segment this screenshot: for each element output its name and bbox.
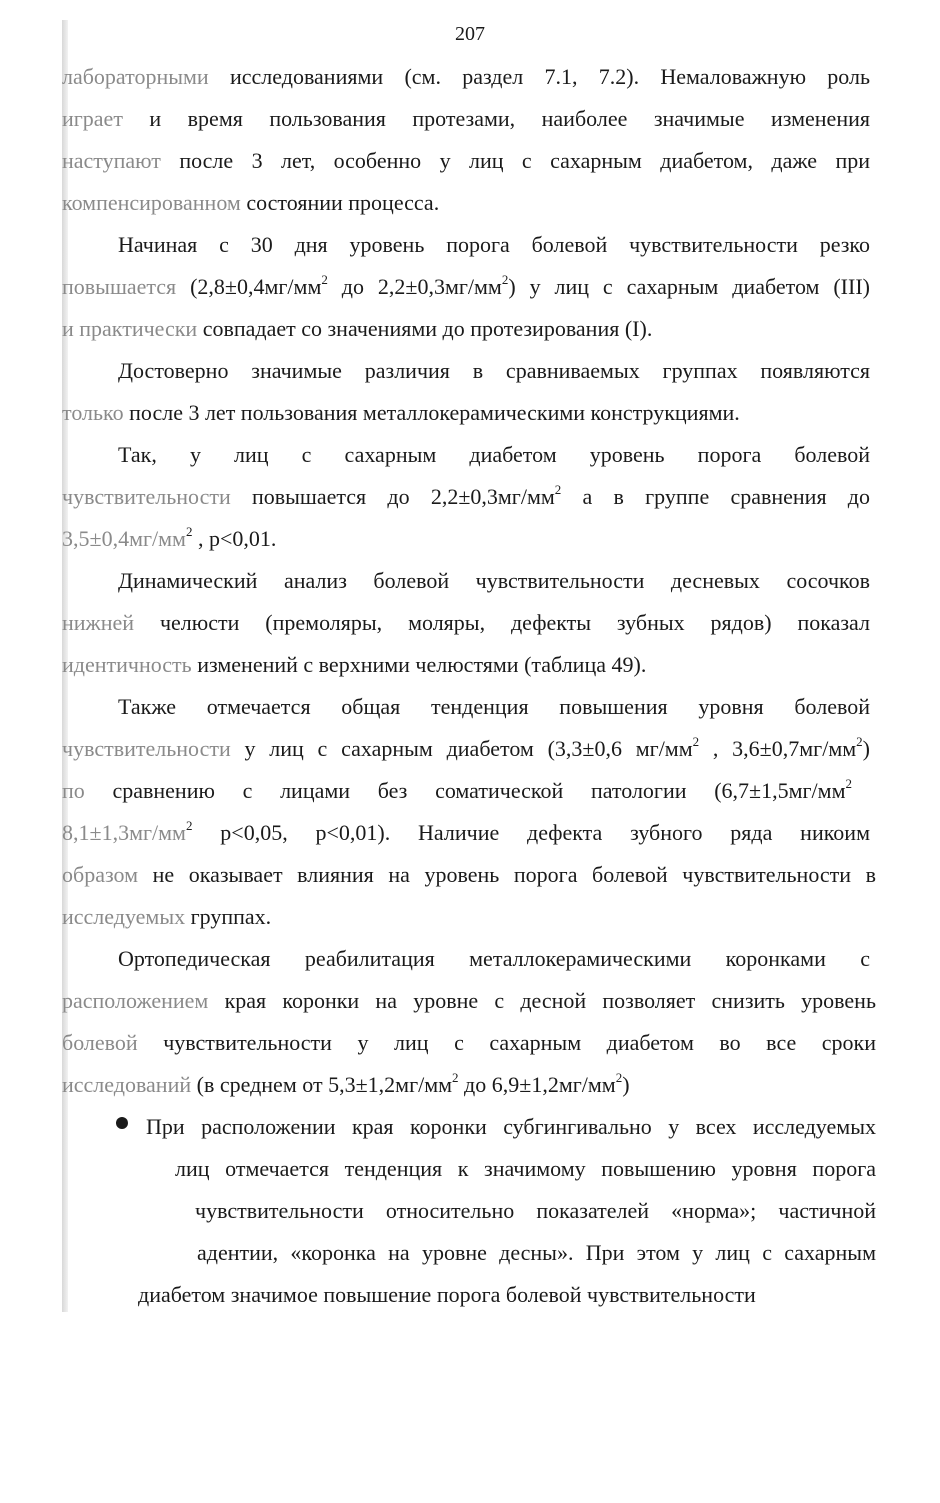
- text-line: [62, 524, 302, 554]
- line-text: повышается до 2,2±0,3мг/мм: [230, 484, 555, 509]
- line-text: челюсти (премоляры, моляры, дефекты зубных рядов) показал: [134, 610, 870, 635]
- text-line: [62, 902, 312, 932]
- line-text: у лиц с сахарным диабетом (3,3±0,6 мг/мм: [230, 736, 693, 761]
- line-margin-text: компенсированном: [62, 190, 241, 215]
- line-margin-text: болевой: [62, 1030, 138, 1055]
- text-line: [118, 692, 870, 722]
- line-margin-text: чувствительности: [62, 484, 231, 509]
- line-text: изменений с верхними челюстями (таблица 49).: [191, 652, 647, 677]
- line-text: состоянии процесса.: [240, 190, 440, 215]
- line-text: ): [622, 1072, 630, 1097]
- text-line: [62, 104, 870, 134]
- line-text: , 3,6±0,7мг/мм: [699, 736, 857, 761]
- text-line: [62, 1028, 876, 1058]
- line-margin-text: нижней: [62, 610, 135, 635]
- superscript: 2: [501, 271, 509, 287]
- line-text: ) у лиц с сахарным диабетом (III): [508, 274, 870, 299]
- text-line: [118, 230, 870, 260]
- text-line: [62, 62, 870, 92]
- line-text: до 2,2±0,3мг/мм: [327, 274, 502, 299]
- line-margin-text: чувствительности: [62, 736, 231, 761]
- line-text: Так, у лиц с сахарным диабетом уровень порога болевой: [118, 442, 870, 467]
- superscript: 2: [615, 1069, 623, 1085]
- superscript: 2: [692, 733, 700, 749]
- text-line: [62, 314, 712, 344]
- line-margin-text: 8,1±1,3мг/мм: [62, 820, 186, 845]
- line-margin-text: играет: [62, 106, 123, 131]
- text-line: [62, 398, 822, 428]
- line-text: Динамический анализ болевой чувствительности десневых сосочков: [118, 568, 870, 593]
- line-margin-text: по: [62, 778, 85, 803]
- line-text: не оказывает влияния на уровень порога болевой чувствительности в: [138, 862, 876, 887]
- line-text: до 6,9±1,2мг/мм: [458, 1072, 616, 1097]
- superscript: 2: [185, 523, 193, 539]
- line-margin-text: образом: [62, 862, 139, 887]
- text-line: [62, 734, 870, 764]
- line-text: сравнению с лицами без соматической патологии (6,7±1,5мг/мм: [84, 778, 846, 803]
- line-text: (2,8±0,4мг/мм: [176, 274, 322, 299]
- line-text: диабетом значимое повышение порога болевой чувствительности: [138, 1282, 756, 1307]
- line-text: адентии, «коронка на уровне десны». При этом у лиц с сахарным: [197, 1240, 876, 1265]
- text-line: [118, 440, 870, 470]
- text-line: [62, 818, 870, 848]
- text-line: [62, 146, 870, 176]
- line-text: лиц отмечается тенденция к значимому повышению уровня порога: [175, 1156, 876, 1181]
- text-line: [118, 356, 870, 386]
- line-text: p<0,05, p<0,01). Наличие дефекта зубного ряда никоим: [192, 820, 870, 845]
- page-number: 207: [455, 23, 485, 45]
- line-margin-text: исследуемых: [62, 904, 186, 929]
- text-line: [62, 1070, 702, 1100]
- superscript: 2: [856, 733, 863, 749]
- superscript: 2: [185, 817, 193, 833]
- line-text: Также отмечается общая тенденция повышения уровня болевой: [118, 694, 870, 719]
- text-line: [62, 650, 712, 680]
- line-text: При расположении края коронки субгингивально у всех исследуемых: [146, 1114, 876, 1139]
- line-text: чувствительности относительно показателей «норма»; частичной: [195, 1198, 876, 1223]
- text-line: [197, 1238, 876, 1268]
- line-text: совпадает со значениями до протезирования (I).: [197, 316, 653, 341]
- line-text: чувствительности у лиц с сахарным диабетом во все сроки: [137, 1030, 876, 1055]
- line-margin-text: лабораторными: [62, 64, 209, 89]
- line-text: ): [862, 736, 870, 761]
- bullet-icon: [116, 1117, 128, 1129]
- line-margin-text: расположением: [62, 988, 209, 1013]
- line-text: (в среднем от 5,3±1,2мг/мм: [191, 1072, 453, 1097]
- line-text: края коронки на уровне с десной позволяет снизить уровень: [208, 988, 876, 1013]
- text-line: [62, 608, 870, 638]
- text-line: [62, 986, 876, 1016]
- line-text: Начиная с 30 дня уровень порога болевой чувствительности резко: [118, 232, 870, 257]
- line-text: а в группе сравнения до: [561, 484, 870, 509]
- superscript: 2: [845, 775, 852, 791]
- text-line: [175, 1154, 876, 1184]
- line-margin-text: только: [62, 400, 124, 425]
- line-margin-text: наступают: [62, 148, 161, 173]
- text-line: [118, 944, 870, 974]
- text-line: [62, 482, 870, 512]
- line-text: Достоверно значимые различия в сравниваемых группах появляются: [118, 358, 870, 383]
- line-margin-text: исследований: [62, 1072, 192, 1097]
- text-line: [118, 566, 870, 596]
- text-line: [138, 1280, 828, 1310]
- line-text: группах.: [185, 904, 272, 929]
- superscript: 2: [452, 1069, 459, 1085]
- text-line: [62, 860, 876, 890]
- line-text: после 3 лет, особенно у лиц с сахарным диабетом, даже при: [160, 148, 870, 173]
- text-line: [62, 188, 470, 218]
- text-line: [62, 776, 852, 806]
- line-text: после 3 лет пользования металлокерамическими конструкциями.: [123, 400, 740, 425]
- line-text: Ортопедическая реабилитация металлокерамическими коронками с: [118, 946, 870, 971]
- line-margin-text: повышается: [62, 274, 177, 299]
- text-line: [62, 272, 870, 302]
- line-text: , p<0,01.: [192, 526, 277, 551]
- line-margin-text: идентичность: [62, 652, 192, 677]
- line-text: и время пользования протезами, наиболее значимые изменения: [122, 106, 870, 131]
- superscript: 2: [554, 481, 562, 497]
- line-text: исследованиями (см. раздел 7.1, 7.2). Немаловажную роль: [208, 64, 870, 89]
- text-line: [195, 1196, 876, 1226]
- superscript: 2: [321, 271, 328, 287]
- line-margin-text: и практически: [62, 316, 198, 341]
- text-line: [146, 1112, 876, 1142]
- line-margin-text: 3,5±0,4мг/мм: [62, 526, 186, 551]
